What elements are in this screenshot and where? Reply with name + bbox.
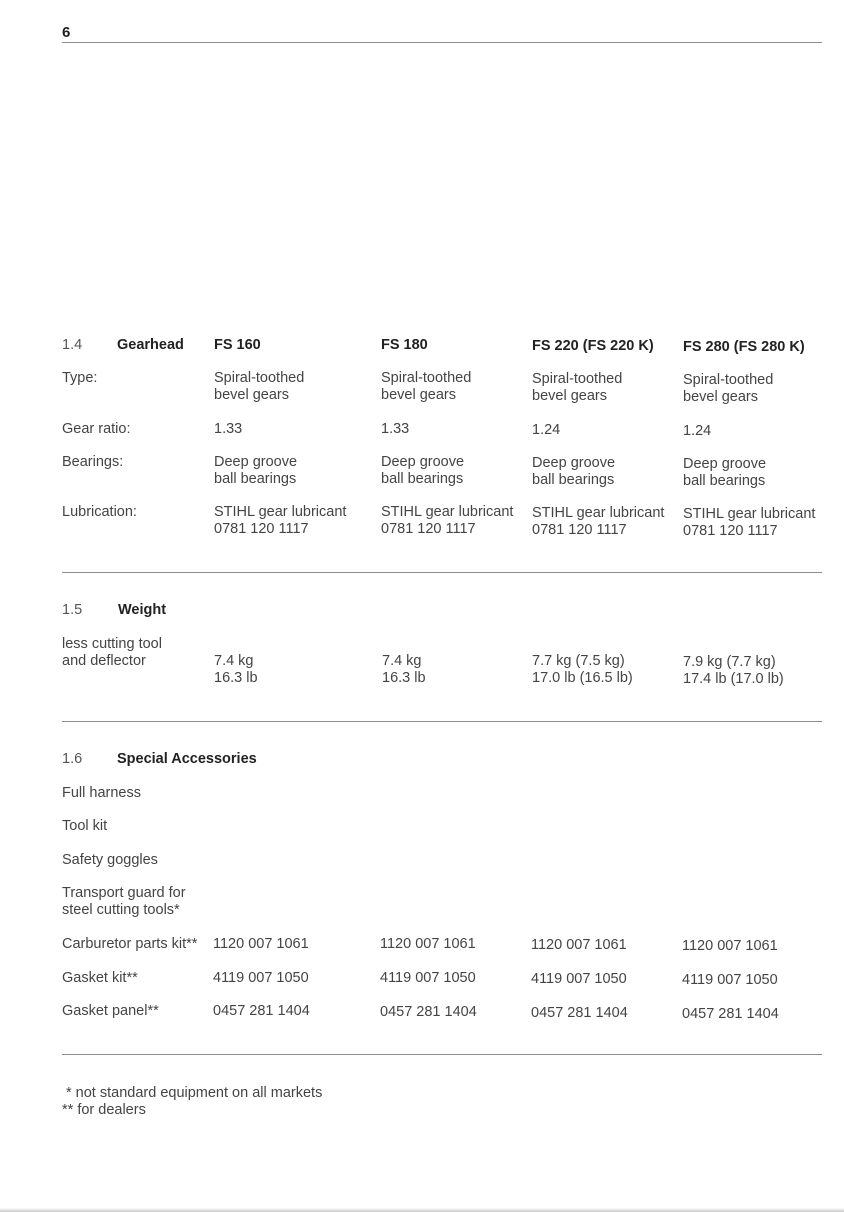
section-divider xyxy=(62,1054,822,1055)
accessory-item: Gasket panel** xyxy=(62,1003,159,1019)
cell: Spiral-toothed bevel gears xyxy=(214,370,305,403)
cell: 1120 007 1061 xyxy=(380,936,476,952)
cell: 0457 281 1404 xyxy=(682,1006,779,1022)
accessory-item: Carburetor parts kit** xyxy=(62,936,198,952)
cell: Spiral-toothed bevel gears xyxy=(381,370,472,403)
cell: 7.4 kg 16.3 lb xyxy=(382,653,426,686)
page-number: 6 xyxy=(62,24,71,41)
column-header: FS 280 (FS 280 K) xyxy=(683,339,805,355)
column-header: FS 160 xyxy=(214,337,261,353)
accessory-item: Transport guard for steel cutting tools* xyxy=(62,885,186,918)
cell: 4119 007 1050 xyxy=(682,972,778,988)
cell: Deep groove ball bearings xyxy=(381,454,465,487)
cell: STIHL gear lubricant 0781 120 1117 xyxy=(381,504,514,537)
accessory-item: Tool kit xyxy=(62,818,108,834)
section-title: Special Accessories xyxy=(117,751,257,767)
accessory-item: Gasket kit** xyxy=(62,970,138,986)
row-label: less cutting tool and deflector xyxy=(62,636,162,669)
cell: 1.24 xyxy=(532,422,561,438)
cell: 4119 007 1050 xyxy=(380,970,476,986)
footnote-single-asterisk: * not standard equipment on all markets xyxy=(66,1085,323,1101)
cell: Deep groove ball bearings xyxy=(683,456,767,489)
section-number: 1.5 xyxy=(62,602,83,618)
section-title: Gearhead xyxy=(117,337,184,353)
row-label: Lubrication: xyxy=(62,504,137,520)
cell: STIHL gear lubricant 0781 120 1117 xyxy=(683,506,816,539)
cell: STIHL gear lubricant 0781 120 1117 xyxy=(532,505,665,538)
cell: 7.7 kg (7.5 kg) 17.0 lb (16.5 lb) xyxy=(532,653,633,686)
cell: 0457 281 1404 xyxy=(531,1005,628,1021)
row-label: Type: xyxy=(62,370,98,386)
header-rule xyxy=(62,42,822,43)
accessory-item: Safety goggles xyxy=(62,852,158,868)
row-label: Bearings: xyxy=(62,454,124,470)
cell: 1.24 xyxy=(683,423,712,439)
cell: 4119 007 1050 xyxy=(531,971,627,987)
cell: STIHL gear lubricant 0781 120 1117 xyxy=(214,504,347,537)
section-title: Weight xyxy=(118,602,167,618)
column-header: FS 180 xyxy=(381,337,428,353)
footnotes xyxy=(62,1085,322,1119)
cell: 0457 281 1404 xyxy=(380,1004,477,1020)
section-number: 1.4 xyxy=(62,337,83,353)
section-divider xyxy=(62,721,822,722)
row-label: Gear ratio: xyxy=(62,421,131,437)
cell: 7.4 kg 16.3 lb xyxy=(214,653,258,686)
column-header: FS 220 (FS 220 K) xyxy=(532,338,654,354)
page-edge xyxy=(0,1208,844,1212)
cell: Deep groove ball bearings xyxy=(214,454,298,487)
footnote-double-asterisk: ** for dealers xyxy=(62,1102,146,1118)
cell: 1.33 xyxy=(214,421,243,437)
cell: Spiral-toothed bevel gears xyxy=(683,372,774,405)
cell: Deep groove ball bearings xyxy=(532,455,616,488)
section-number: 1.6 xyxy=(62,751,83,767)
cell: 1120 007 1061 xyxy=(682,938,778,954)
cell: 0457 281 1404 xyxy=(213,1003,310,1019)
cell: 7.9 kg (7.7 kg) 17.4 lb (17.0 lb) xyxy=(683,654,784,687)
cell: Spiral-toothed bevel gears xyxy=(532,371,623,404)
accessory-item: Full harness xyxy=(62,785,141,801)
cell: 1120 007 1061 xyxy=(213,936,309,952)
cell: 4119 007 1050 xyxy=(213,970,309,986)
cell: 1.33 xyxy=(381,421,410,437)
cell: 1120 007 1061 xyxy=(531,937,627,953)
section-divider xyxy=(62,572,822,573)
